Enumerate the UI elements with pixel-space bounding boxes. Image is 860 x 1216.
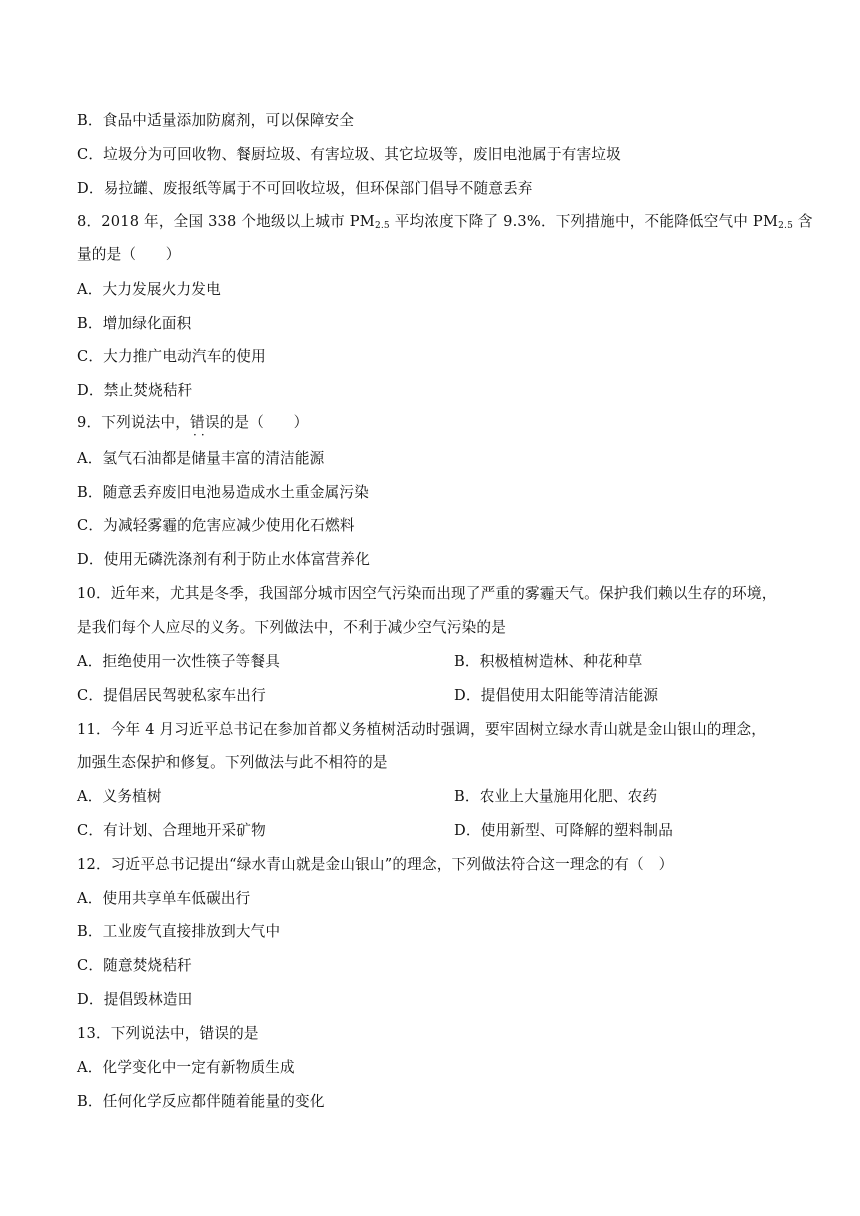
- q8-stem-part3: 含: [793, 213, 813, 230]
- q12-option-d: D．提倡毁林造田: [77, 991, 193, 1008]
- q8-option-d: D．禁止焚烧秸秆: [77, 382, 193, 399]
- q11-options-row2: [77, 821, 674, 841]
- q10-options-row2: [77, 686, 659, 706]
- q8-option-c: C．大力推广电动汽车的使用: [77, 348, 266, 365]
- q9-option-b: B．随意丢弃废旧电池易造成水土重金属污染: [77, 484, 370, 501]
- q8-stem-line2: 量的是（ ）: [77, 246, 181, 263]
- q11-options-row1: [77, 787, 658, 807]
- q7-option-d: D．易拉罐、废报纸等属于不可回收垃圾，但环保部门倡导不随意丢弃: [77, 180, 533, 197]
- q8-option-b: B．增加绿化面积: [77, 315, 192, 332]
- q11-option-c: C．有计划、合理地开采矿物: [77, 822, 266, 839]
- q10-option-d: D．提倡使用太阳能等清洁能源: [454, 687, 659, 704]
- q9-stem-post: 的是（ ）: [219, 414, 309, 431]
- q8-pm-subscript-2: 2.5: [778, 221, 794, 231]
- q9-stem-pre: 9．下列说法中，: [77, 414, 191, 431]
- q12-option-a: A．使用共享单车低碳出行: [77, 890, 251, 907]
- q9-stem: [77, 413, 308, 433]
- q13-stem: 13．下列说法中，错误的是: [77, 1025, 259, 1042]
- q11-option-b: B．农业上大量施用化肥、农药: [454, 788, 658, 805]
- q8-option-a: A．大力发展火力发电: [77, 281, 221, 298]
- q9-option-c: C．为减轻雾霾的危害应减少使用化石燃料: [77, 517, 355, 534]
- q13-option-a: A．化学变化中一定有新物质生成: [77, 1059, 295, 1076]
- q9-option-a: A．氢气石油都是储量丰富的清洁能源: [77, 450, 325, 467]
- q12-option-c: C．随意焚烧秸秆: [77, 957, 192, 974]
- q11-stem-line1: 11．今年 4 月习近平总书记在参加首都义务植树活动时强调，要牢固树立绿水青山就是金山银山的理念，: [77, 721, 767, 738]
- q7-option-b: B．食品中适量添加防腐剂，可以保障安全: [77, 112, 355, 129]
- q10-option-b: B．积极植树造林、种花种草: [454, 653, 643, 670]
- q10-option-a: A．拒绝使用一次性筷子等餐具: [77, 653, 281, 670]
- q10-stem-line1: 10．近年来，尤其是冬季，我国部分城市因空气污染而出现了严重的雾霾天气。保护我们赖以生存的环境，: [77, 585, 777, 602]
- q11-option-a: A．义务植树: [77, 788, 162, 805]
- q12-stem: 12．习近平总书记提出“绿水青山就是金山银山”的理念，下列做法符合这一理念的有（ ）: [77, 856, 674, 873]
- q10-options-row1: [77, 652, 643, 672]
- q8-stem: [77, 212, 813, 236]
- q8-stem-part1: 8．2018 年，全国 338 个地级以上城市 PM: [77, 213, 375, 230]
- q8-pm-subscript-1: 2.5: [374, 221, 390, 231]
- q8-stem-part2: 平均浓度下降了 9.3%．下列措施中，不能降低空气中 PM: [389, 213, 779, 230]
- q9-option-d: D．使用无磷洗涤剂有利于防止水体富营养化: [77, 551, 370, 568]
- q13-option-b: B．任何化学反应都伴随着能量的变化: [77, 1093, 325, 1110]
- q10-option-c: C．提倡居民驾驶私家车出行: [77, 687, 266, 704]
- q12-option-b: B．工业废气直接排放到大气中: [77, 923, 281, 940]
- q7-option-c: C．垃圾分为可回收物、餐厨垃圾、有害垃圾、其它垃圾等，废旧电池属于有害垃圾: [77, 146, 621, 163]
- q11-option-d: D．使用新型、可降解的塑料制品: [454, 822, 674, 839]
- q9-stem-emphasis: 错误 ··: [190, 414, 220, 431]
- q11-stem-line2: 加强生态保护和修复。下列做法与此不相符的是: [77, 754, 388, 771]
- q10-stem-line2: 是我们每个人应尽的义务。下列做法中，不利于减少空气污染的是: [77, 619, 507, 636]
